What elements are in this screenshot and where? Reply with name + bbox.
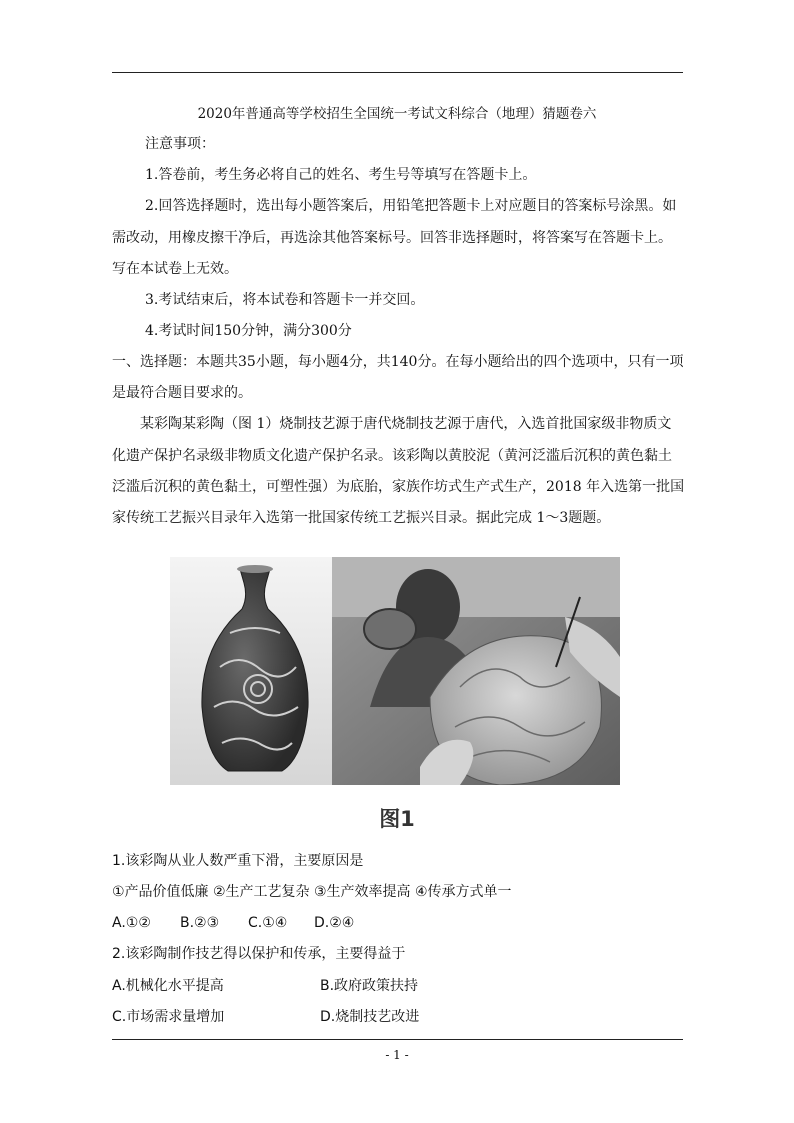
section-heading-line-2: 是最符合题目要求的。 [112,385,252,401]
question-2-option-a: A.机械化水平提高 [112,978,224,994]
passage-line-1: 某彩陶某彩陶（图 1）烧制技艺源于唐代烧制技艺源于唐代，入选首批国家级非物质文 [140,416,672,432]
question-2-stem: 2.该彩陶制作技艺得以保护和传承，主要得益于 [112,946,406,962]
page-title: 2020年普通高等学校招生全国统一考试文科综合（地理）猜题卷六 [197,106,597,122]
notice-item-1: 1.答卷前，考生务必将自己的姓名、考生号等填写在答题卡上。 [145,167,537,183]
notice-item-2-line-3: 写在本试卷上无效。 [112,261,238,277]
question-1-statements: ①产品价值低廉 ②生产工艺复杂 ③生产效率提高 ④传承方式单一 [112,884,512,900]
header-rule [112,72,683,73]
passage-line-3: 泛滥后沉积的黄色黏土，可塑性强）为底胎，家族作坊式生产式生产，2018 年入选第一批国 [112,479,685,495]
question-1-option-a: A.①② [112,915,151,931]
passage-line-2: 化遗产保护名录级非物质文化遗产保护名录。该彩陶以黄胶泥（黄河泛滥后沉积的黄色黏土 [112,448,672,464]
pottery-photo [170,557,620,785]
question-2-option-d: D.烧制技艺改进 [320,1009,420,1025]
page-number: - 1 - [385,1048,409,1062]
passage-line-4: 家传统工艺振兴目录年入选第一批国家传统工艺振兴目录。据此完成 1～3题题。 [112,510,611,526]
notice-item-3: 3.考试结束后，将本试卷和答题卡一并交回。 [145,292,425,308]
notice-item-4: 4.考试时间150分钟，满分300分 [145,323,352,339]
question-1-option-d: D.②④ [314,915,355,931]
footer-rule [112,1039,683,1040]
notice-heading: 注意事项： [145,136,215,152]
question-1-option-b: B.②③ [180,915,220,931]
question-1-stem: 1.该彩陶从业人数严重下滑，主要原因是 [112,853,364,869]
question-2-option-b: B.政府政策扶持 [320,978,419,994]
notice-item-2-line-2: 需改动，用橡皮擦干净后，再选涂其他答案标号。回答非选择题时，将答案写在答题卡上。 [112,230,672,246]
notice-item-2-line-1: 2.回答选择题时，选出每小题答案后，用铅笔把答题卡上对应题目的答案标号涂黑。如 [145,198,677,214]
question-1-option-c: C.①④ [248,915,288,931]
section-heading-line-1: 一、选择题：本题共35小题，每小题4分，共140分。在每小题给出的四个选项中，只有一项 [112,354,684,370]
question-2-option-c: C.市场需求量增加 [112,1009,225,1025]
figure-caption: 图1 [379,807,415,831]
